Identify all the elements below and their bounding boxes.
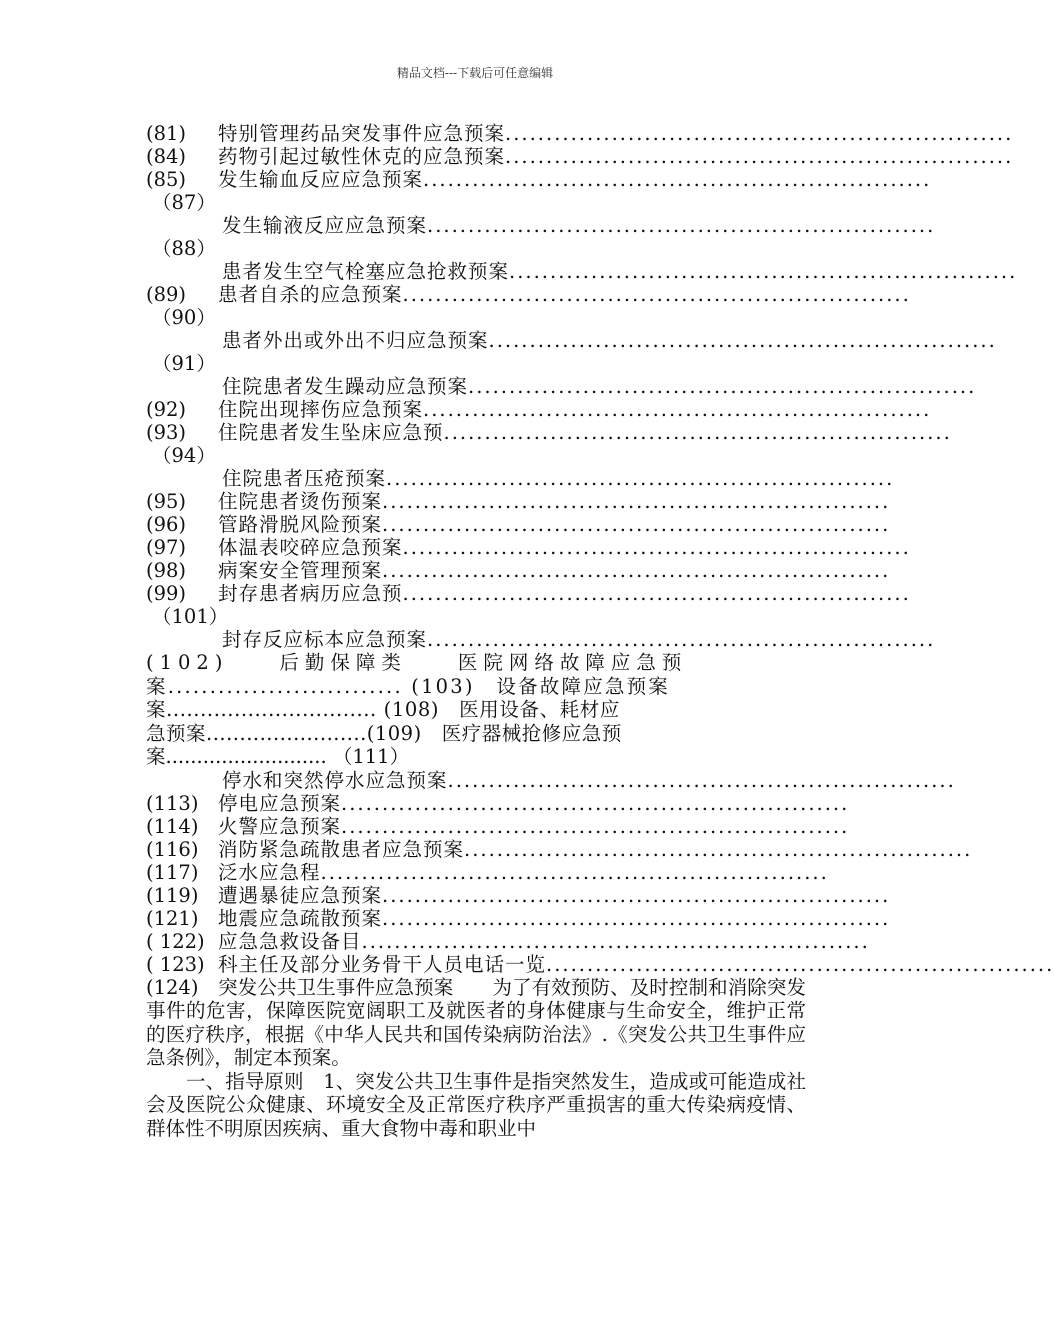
toc-entry	[146, 952, 1054, 976]
toc-entry-number: (119)	[146, 883, 199, 907]
toc-leader-dots: ..............................................................	[341, 814, 850, 838]
toc-entry	[146, 214, 936, 237]
toc-entry-number: (98)	[146, 559, 187, 582]
toc-entry-title: 病案安全管理预案..............................................................	[218, 559, 891, 582]
toc-entry	[146, 168, 932, 191]
toc-entry-number: (97)	[146, 536, 187, 559]
toc-entry-number: （94）	[152, 444, 216, 467]
toc-entry-number: （90）	[152, 306, 216, 329]
toc-entry	[146, 628, 936, 651]
toc-entry	[146, 237, 806, 260]
toc-entry	[146, 814, 850, 838]
toc-entry-title: 药物引起过敏性休克的应急预案..............................................................	[218, 145, 1014, 168]
toc-entry-title: 火警应急预案..............................................................	[218, 814, 850, 838]
toc-entry-number: （101）	[152, 605, 229, 628]
toc-entry-title: 泛水应急程..............................................................	[218, 860, 829, 884]
toc-entry	[146, 122, 1014, 145]
toc-entry-number: (95)	[146, 490, 187, 513]
toc-entry-number: (117)	[146, 860, 199, 884]
toc-leader-dots: ..............................................................	[464, 837, 973, 861]
wrapped-line: 案............................ (103) 设备故障应急预案	[146, 674, 670, 698]
document-body	[146, 122, 1054, 1140]
toc-leader-dots: ..............................................................	[488, 329, 997, 352]
toc-entry-title: 特别管理药品突发事件应急预案..............................................................	[218, 122, 1014, 145]
toc-entry-number: (116)	[146, 837, 199, 861]
toc-entry-title: 住院患者压疮预案..............................................................	[222, 467, 895, 490]
toc-entry	[146, 906, 891, 930]
toc-entry	[146, 421, 952, 444]
toc-entry-title: 消防紧急疏散患者应急预案..............................................................	[218, 837, 973, 861]
toc-entry-title: 地震应急疏散预案..............................................................	[218, 906, 891, 930]
toc-entry	[146, 536, 911, 559]
toc-entry	[146, 791, 850, 815]
toc-entry	[146, 860, 829, 884]
body-paragraph: (124) 突发公共卫生事件应急预案 为了有效预防、及时控制和消除突发事件的危害，保障医院宽阔职工及就医者的身体健康与生命安全，维护正常的医疗秩序，根据《中华人民共和国传染病防治法》.《突发公共卫生事件应急条例》，制定本预案。	[146, 975, 806, 1069]
toc-entry	[146, 444, 806, 467]
toc-leader-dots: ..............................................................	[505, 122, 1014, 145]
toc-leader-dots: ..............................................................	[423, 168, 932, 191]
toc-leader-dots: ..............................................................	[509, 260, 1018, 283]
toc-entry-title: 停水和突然停水应急预案..............................................................	[222, 768, 956, 792]
toc-entry-title: 封存患者病历应急预..............................................................	[218, 582, 911, 605]
toc-entry-title: 管路滑脱风险预案..............................................................	[218, 513, 891, 536]
toc-list-2	[146, 768, 1054, 976]
toc-leader-dots: ..............................................................	[427, 214, 936, 237]
toc-entry	[146, 559, 891, 582]
toc-entry	[146, 283, 911, 306]
toc-entry-number: (114)	[146, 814, 199, 838]
toc-entry-number: (96)	[146, 513, 187, 536]
toc-leader-dots: ..............................................................	[382, 513, 891, 536]
toc-entry	[146, 191, 806, 214]
toc-entry	[146, 352, 806, 375]
toc-leader-dots: ..............................................................	[423, 398, 932, 421]
toc-entry-number: (92)	[146, 398, 187, 421]
toc-entry	[146, 329, 997, 352]
toc-entry-number: (84)	[146, 145, 187, 168]
toc-leader-dots: ..............................................................	[382, 559, 891, 582]
toc-entry	[146, 768, 956, 792]
toc-leader-dots: ..............................................................	[447, 768, 956, 792]
toc-entry-number: （87）	[152, 191, 216, 214]
toc-entry	[146, 467, 895, 490]
toc-entry	[146, 375, 977, 398]
toc-entry-title: 住院患者发生躁动应急预案..............................................................	[222, 375, 977, 398]
header-watermark: 精品文档---下载后可任意编辑	[396, 66, 554, 80]
toc-entry-title: 应急急救设备目..............................................................	[218, 929, 870, 953]
toc-leader-dots: ..............................................................	[320, 860, 829, 884]
toc-entry-number: (81)	[146, 122, 187, 145]
toc-entry	[146, 398, 932, 421]
toc-entry-title: 科主任及部分业务骨干人员电话一览..............................................................	[218, 952, 1054, 976]
toc-entry	[146, 837, 973, 861]
toc-entry-title: 发生输液反应应急预案..............................................................	[222, 214, 936, 237]
toc-leader-dots: ..............................................................	[382, 490, 891, 513]
toc-entry-number: (121)	[146, 906, 199, 930]
toc-entry-number: （91）	[152, 352, 216, 375]
toc-leader-dots: ..............................................................	[468, 375, 977, 398]
toc-entry-number: ( 123)	[146, 952, 205, 976]
toc-entry-title: 遭遇暴徒应急预案..............................................................	[218, 883, 891, 907]
toc-entry-title: 停电应急预案..............................................................	[218, 791, 850, 815]
toc-entry	[146, 490, 891, 513]
body-paragraph: 一、指导原则 1、突发公共卫生事件是指突然发生，造成或可能造成社会及医院公众健康、环境安全及正常医疗秩序严重损害的重大传染病疫情、群体性不明原因疾病、重大食物中毒和职业中	[146, 1069, 806, 1140]
toc-entry-title: 发生输血反应应急预案..............................................................	[218, 168, 932, 191]
toc-entry-title: 体温表咬碎应急预案..............................................................	[218, 536, 911, 559]
toc-entry	[146, 513, 891, 536]
toc-leader-dots: ..............................................................	[341, 791, 850, 815]
toc-entry	[146, 883, 891, 907]
toc-leader-dots: ..............................................................	[386, 467, 895, 490]
toc-entry	[146, 929, 870, 953]
toc-entry-number: (85)	[146, 168, 187, 191]
toc-leader-dots: ..............................................................	[402, 283, 911, 306]
toc-leader-dots: ..............................................................	[382, 883, 891, 907]
toc-leader-dots: ..............................................................	[402, 582, 911, 605]
wrapped-line: 急预案........................(109) 医疗器械抢修应急预	[146, 721, 622, 745]
toc-entry-number: (99)	[146, 582, 187, 605]
toc-leader-dots: ..............................................................	[443, 421, 952, 444]
toc-entry-title: 患者外出或外出不归应急预案..............................................................	[222, 329, 997, 352]
toc-leader-dots: ..............................................................	[546, 952, 1054, 976]
toc-leader-dots: ..............................................................	[382, 906, 891, 930]
toc-entry	[146, 605, 806, 628]
toc-entry-title: 住院患者发生坠床应急预..............................................................	[218, 421, 952, 444]
wrapped-line: 案............................... (108) 医用设备、耗材应	[146, 698, 620, 721]
toc-entry-number: (93)	[146, 421, 187, 444]
toc-entry-title: 患者自杀的应急预案..............................................................	[218, 283, 911, 306]
toc-entry-title: 患者发生空气栓塞应急抢救预案..............................................................	[222, 260, 1018, 283]
toc-entry-number: (89)	[146, 283, 187, 306]
toc-list	[146, 122, 1018, 651]
wrapped-toc-block	[146, 651, 806, 769]
toc-entry-number: (113)	[146, 791, 199, 815]
toc-leader-dots: ..............................................................	[361, 929, 870, 953]
toc-leader-dots: ..............................................................	[505, 145, 1014, 168]
toc-entry-number: ( 122)	[146, 929, 205, 953]
toc-leader-dots: ..............................................................	[427, 628, 936, 651]
toc-leader-dots: ..............................................................	[402, 536, 911, 559]
toc-entry-title: 住院出现摔伤应急预案..............................................................	[218, 398, 932, 421]
wrapped-line: (102) 后勤保障类 医院网络故障应急预	[146, 651, 688, 674]
toc-entry-number: （88）	[152, 237, 216, 260]
toc-entry-title: 封存反应标本应急预案..............................................................	[222, 628, 936, 651]
toc-entry-title: 住院患者烫伤预案..............................................................	[218, 490, 891, 513]
toc-entry	[146, 582, 911, 605]
toc-entry	[146, 145, 1014, 168]
toc-entry	[146, 306, 806, 329]
wrapped-line: 案.......................... （111）	[146, 745, 410, 768]
toc-entry	[146, 260, 1018, 283]
